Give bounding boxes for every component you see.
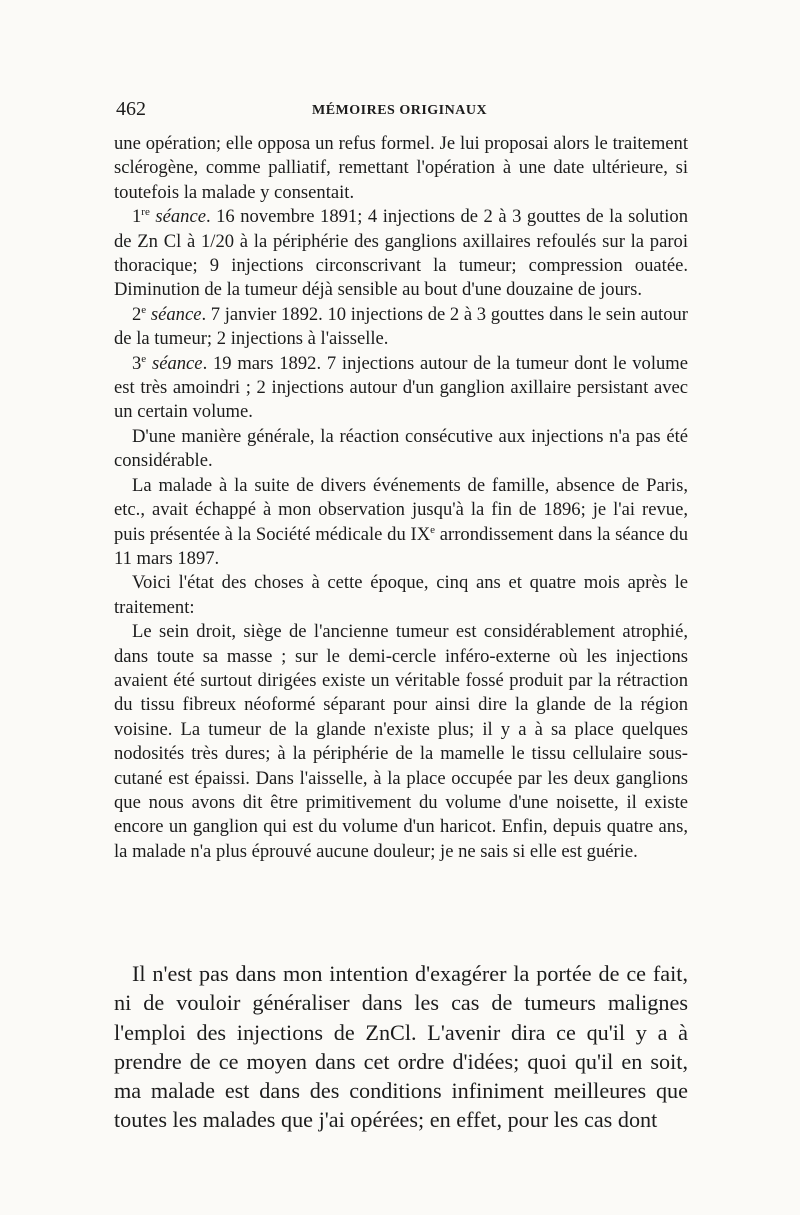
seance-number: 2	[132, 303, 142, 325]
seance-ordinal: e	[141, 352, 147, 365]
revisit-text-b: arrondissement dans la séance du 11 mars 1897.	[114, 523, 688, 569]
seance-text: . 7 janvier 1892. 10 injections de 2 à 3 gouttes dans le sein autour de la tumeur; 2 injections à l'aisselle.	[114, 303, 689, 350]
seance-text: . 16 novembre 1891; 4 injections de 2 à 3 gouttes de la solution de Zn Cl à 1/20 à la périphérie des ganglions axillaires refoulés sur la paroi thoracique; 9 injections circonscrivant la tumeur; compression ouatée. Diminution de la tumeur déjà sensible au bout d'une douzaine de jours.	[114, 206, 689, 301]
paragraph-continuation: une opération; elle opposa un refus formel. Je lui proposai alors le traitement sclérogène, comme palliatif, remettant l'opération à une date ultérieure, si toutefois la malade y consentait.	[114, 133, 688, 203]
seance-text: . 19 mars 1892. 7 injections autour de la tumeur dont le volume est très amoindri ; 2 injections autour d'un ganglion axillaire persistant avec un certain volume.	[114, 352, 688, 423]
paragraph-state: Voici l'état des choses à cette époque, cinq ans et quatre mois après le traitement:	[114, 572, 688, 618]
seance-label: séance	[155, 206, 206, 228]
paragraph-reaction: D'une manière générale, la réaction consécutive aux injections n'a pas été considérable.	[114, 425, 688, 472]
body-text-large	[114, 959, 688, 1135]
running-title: MÉMOIRES ORIGINAUX	[312, 103, 488, 118]
arrondissement-ordinal: e	[430, 523, 436, 536]
body-text-small	[114, 132, 688, 864]
paragraph-seance-2	[114, 303, 688, 352]
seance-label: séance	[151, 352, 203, 374]
running-head	[116, 98, 686, 128]
seance-ordinal: e	[141, 303, 147, 316]
page-number: 462	[116, 98, 146, 120]
seance-label: séance	[150, 303, 202, 325]
seance-number: 1	[132, 206, 142, 228]
paragraph-seance-1	[114, 205, 688, 303]
seance-number: 3	[132, 352, 142, 374]
revisit-text-a: La malade à la suite de divers événements de famille, absence de Paris, etc., avait échappé à mon observation jusqu'à la fin de 1896; je l'ai revue, puis présentée à la Société médicale du IX	[114, 474, 688, 545]
seance-ordinal: re	[141, 206, 150, 219]
paragraph-revisit	[114, 474, 688, 572]
paragraph-conclusion: Il n'est pas dans mon intention d'exagérer la portée de ce fait, ni de vouloir généraliser dans les cas de tumeurs malignes l'emploi des injections de ZnCl. L'avenir dira ce qu'il y a à prendre de ce moyen dans cet ordre d'idées; quoi qu'il en soit, ma malade est dans des conditions infiniment meilleures que toutes les malades que j'ai opérées; en effet, pour les cas dont	[114, 961, 688, 1133]
paragraph-description: Le sein droit, siège de l'ancienne tumeur est considérablement atrophié, dans toute sa masse ; sur le demi-cercle inféro-externe où les injections avaient été surtout dirigées existe un véritable fossé produit par la rétraction du tissu fibreux néoformé séparant pour ainsi dire la glande de la région voisine. La tumeur de la glande n'existe plus; il y a à sa place quelques nodosités très dures; à la périphérie de la mamelle le tissu cellulaire sous-cutané est épaissi. Dans l'aisselle, à la place occupée par les deux ganglions que nous avons dit être primitivement du volume d'une noisette, il existe encore un ganglion qui est du volume d'un haricot. Enfin, depuis quatre ans, la malade n'a plus éprouvé aucune douleur; je ne sais si elle est guérie.	[114, 621, 688, 862]
paragraph-seance-3	[114, 352, 688, 425]
